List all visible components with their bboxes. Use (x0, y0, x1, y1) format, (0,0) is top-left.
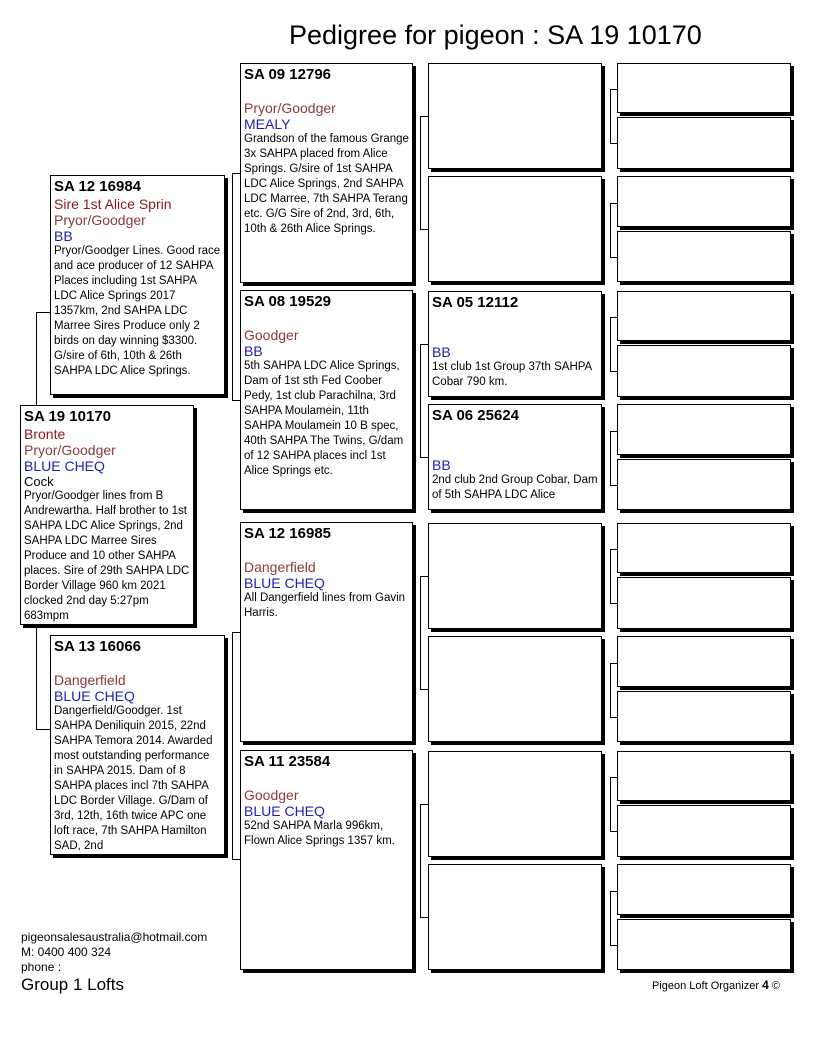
ring-number: SA 12 16985 (244, 525, 332, 542)
contact-email: pigeonsalesaustralia@hotmail.com (21, 930, 208, 944)
great-great-grandparent-card[interactable] (617, 231, 791, 282)
ring-number: SA 11 23584 (244, 753, 331, 770)
connector-line (610, 431, 617, 432)
colour: BB (244, 343, 263, 359)
colour: BB (432, 344, 451, 360)
connector-line (610, 257, 617, 258)
pigeon-notes: Dangerfield/Goodger. 1st SAHPA Deniliquin 2015, 22nd SAHPA Temora 2014. Awarded most outstanding performance in SAHPA 2015. Dam of 8 SAHPA places incl 7th SAHPA LDC Border Village. G/Dam of 3rd, 12th, 16th twice APC one loft race, 7th SAHPA Hamilton SAD, 2nd (54, 705, 213, 852)
colour: BB (432, 457, 451, 473)
connector-line (232, 859, 240, 860)
connector-line (232, 173, 233, 401)
pigeon-notes: Pryor/Goodger lines from B Andrewartha. Half brother to 1st SAHPA LDC Alice Springs, 2nd SAHPA LDC Marree Sires Produce and 10 other SAHPA places. Sire of 29th SAHPA LDC Border Village 960 km 2021 clocked 2nd day 5:27pm 683mpm (24, 490, 190, 622)
ring-number: SA 09 12796 (244, 66, 332, 83)
sex: Cock (24, 474, 54, 489)
sire-sire-card[interactable] (240, 63, 413, 283)
connector-line (232, 400, 240, 401)
pigeon-notes: 1st club 1st Group 37th SAHPA Cobar 790 km. (432, 361, 592, 388)
pigeon-name: Bronte (24, 426, 66, 442)
great-great-grandparent-card[interactable] (617, 459, 791, 510)
pigeon-notes: 2nd club 2nd Group Cobar, Dam of 5th SAHPA LDC Alice (432, 474, 598, 501)
connector-line (610, 143, 617, 144)
connector-line (232, 632, 240, 633)
dam-card[interactable] (50, 635, 225, 855)
strain: Dangerfield (244, 559, 316, 575)
great-great-grandparent-card[interactable] (617, 63, 791, 113)
ring-number: SA 06 25624 (432, 407, 520, 424)
credit-version: 4 (762, 978, 769, 992)
connector-line (610, 777, 617, 778)
connector-line (610, 203, 611, 258)
connector-line (420, 344, 421, 458)
loft-name: Group 1 Lofts (21, 975, 125, 994)
connector-line (420, 804, 428, 805)
connector-line (420, 576, 428, 577)
strain: Goodger (244, 327, 299, 343)
great-great-grandparent-card[interactable] (617, 805, 791, 857)
connector-line (420, 804, 421, 918)
ring-number: SA 12 16984 (54, 178, 142, 195)
great-grandparent-card[interactable] (428, 63, 602, 169)
colour: BLUE CHEQ (24, 458, 105, 474)
strain: Pryor/Goodger (244, 100, 336, 116)
pigeon-notes: 52nd SAHPA Marla 996km, Flown Alice Springs 1357 km. (244, 820, 395, 847)
great-great-grandparent-card[interactable] (617, 291, 791, 341)
connector-line (610, 317, 617, 318)
connector-line (610, 371, 617, 372)
connector-line (610, 663, 617, 664)
connector-line (420, 344, 428, 345)
copyright-symbol: © (771, 980, 780, 992)
connector-line (610, 89, 617, 90)
pigeon-notes: Grandson of the famous Grange 3x SAHPA placed from Alice Springs. G/sire of 1st SAHPA LDC Alice Springs, 2nd SAHPA LDC Marree, 7th SAHPA Terang etc. G/G Sire of 2nd, 3rd, 6th, 10th & 26th Alice Springs. (244, 133, 409, 235)
connector-line (610, 431, 611, 486)
great-great-grandparent-card[interactable] (617, 523, 791, 573)
connector-line (610, 317, 611, 372)
great-great-grandparent-card[interactable] (617, 691, 791, 742)
great-grandparent-card[interactable] (428, 636, 602, 742)
connector-line (610, 777, 611, 832)
connector-line (610, 831, 617, 832)
great-great-grandparent-card[interactable] (617, 919, 791, 970)
colour: BB (54, 228, 73, 244)
connector-line (36, 626, 37, 730)
connector-line (232, 173, 240, 174)
great-grandparent-card[interactable] (428, 751, 602, 857)
great-great-grandparent-card[interactable] (617, 636, 791, 687)
pigeon-notes: Pryor/Goodger Lines. Good race and ace producer of 12 SAHPA Places including 1st SAHPA LDC Alice Springs 2017 1357km, 2nd SAHPA LDC Marree Sires Produce only 2 birds on day winning $3300. G/sire of 6th, 10th & 26th SAHPA LDC Alice Springs. (54, 245, 221, 377)
connector-line (420, 229, 428, 230)
great-grandparent-card-sd-sire[interactable] (428, 291, 602, 397)
colour: BLUE CHEQ (244, 803, 325, 819)
great-great-grandparent-card[interactable] (617, 117, 791, 169)
ring-number: SA 08 19529 (244, 293, 332, 310)
great-grandparent-card[interactable] (428, 523, 602, 629)
ring-number: SA 13 16066 (54, 638, 142, 655)
great-great-grandparent-card[interactable] (617, 176, 791, 227)
connector-line (420, 457, 428, 458)
page-title: Pedigree for pigeon : SA 19 10170 (289, 20, 702, 50)
subject-pigeon-card[interactable] (20, 405, 194, 625)
connector-line (610, 663, 611, 718)
pigeon-notes: 5th SAHPA LDC Alice Springs, Dam of 1st sth Fed Coober Pedy, 1st club Parachilna, 3rd SAHPA Moulamein, 11th SAHPA Moulamein 10 B spec, 40th SAHPA The Twins, G/dam of 12 SAHPA places incl 1st Alice Springs etc. (244, 360, 404, 477)
pigeon-name: Sire 1st Alice Sprin (54, 196, 172, 212)
pigeon-notes: All Dangerfield lines from Gavin Harris. (244, 592, 406, 619)
connector-line (232, 632, 233, 860)
dam-dam-card[interactable] (240, 750, 413, 970)
ring-number: SA 05 12112 (432, 294, 519, 311)
great-grandparent-card[interactable] (428, 176, 602, 282)
ring-number: SA 19 10170 (24, 408, 112, 425)
great-great-grandparent-card[interactable] (617, 345, 791, 397)
strain: Goodger (244, 787, 299, 803)
connector-line (610, 549, 611, 604)
great-grandparent-card-sd-dam[interactable] (428, 404, 602, 510)
connector-line (610, 549, 617, 550)
connector-line (420, 576, 421, 690)
connector-line (610, 603, 617, 604)
connector-line (610, 203, 617, 204)
connector-line (420, 689, 428, 690)
connector-line (36, 312, 51, 313)
contact-mobile: M: 0400 400 324 (21, 945, 112, 959)
connector-line (36, 312, 37, 406)
credit-text: Pigeon Loft Organizer (652, 980, 760, 992)
connector-line (610, 945, 617, 946)
connector-line (610, 717, 617, 718)
great-great-grandparent-card[interactable] (617, 577, 791, 629)
colour: MEALY (244, 116, 291, 132)
great-great-grandparent-card[interactable] (617, 404, 791, 455)
sire-dam-card[interactable] (240, 290, 413, 510)
sire-card[interactable] (50, 175, 225, 395)
connector-line (610, 485, 617, 486)
connector-line (610, 891, 611, 946)
connector-line (420, 917, 428, 918)
colour: BLUE CHEQ (54, 688, 135, 704)
contact-phone: phone : (21, 960, 62, 974)
strain: Dangerfield (54, 672, 126, 688)
connector-line (610, 89, 611, 144)
great-great-grandparent-card[interactable] (617, 864, 791, 915)
strain: Pryor/Goodger (54, 212, 146, 228)
software-credit (652, 978, 780, 992)
great-great-grandparent-card[interactable] (617, 751, 791, 801)
connector-line (610, 891, 617, 892)
connector-line (420, 116, 421, 230)
connector-line (420, 116, 428, 117)
dam-sire-card[interactable] (240, 522, 413, 742)
strain: Pryor/Goodger (24, 442, 116, 458)
colour: BLUE CHEQ (244, 575, 325, 591)
connector-line (36, 729, 51, 730)
great-grandparent-card[interactable] (428, 864, 602, 970)
